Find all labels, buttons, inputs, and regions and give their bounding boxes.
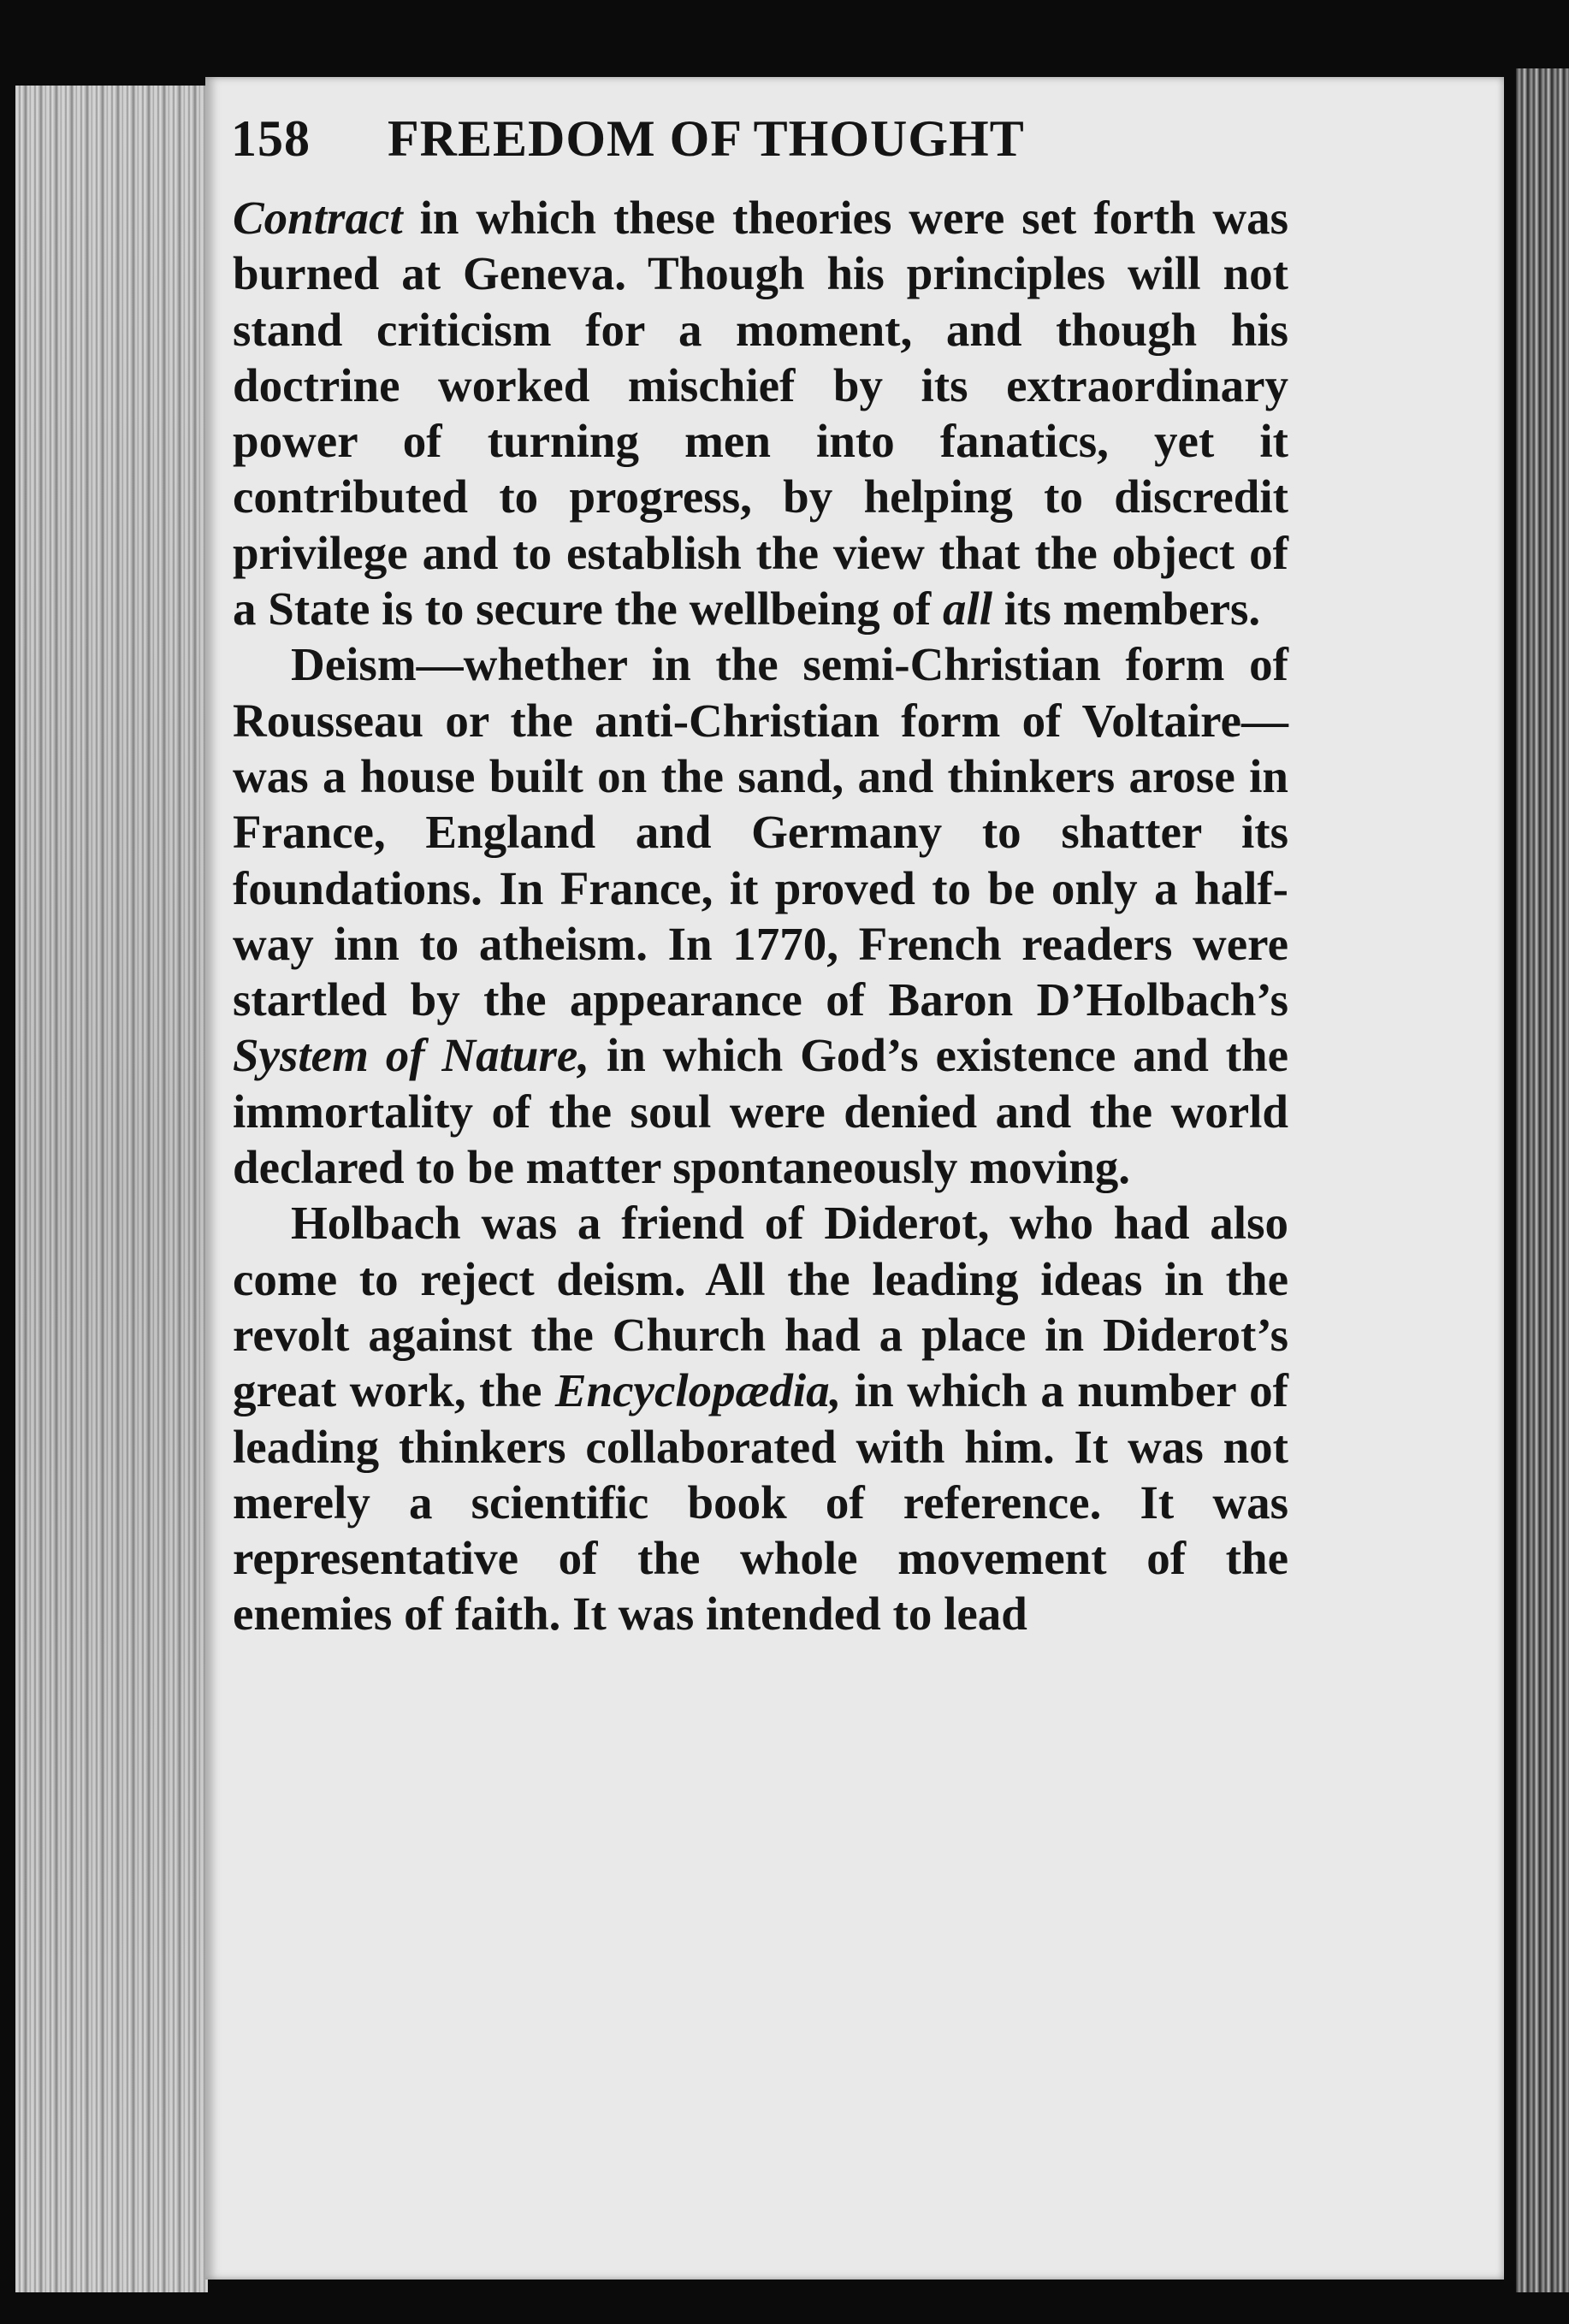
- text-run: Holbach was a friend of Diderot, who had also come to reject deism. All the leading ideas in the revolt against the Church had a place in Diderot’s great work, the: [233, 1197, 1288, 1417]
- italic-text-run: Encyclopædia,: [554, 1364, 842, 1417]
- text-run: in which these theories were set forth was burned at Geneva. Though his principles will not stand criticism for a moment, and though his doctrine worked mischief by its extraordinary power of turning men into fanatics, yet it contributed to progress, by helping to discredit privilege and to establish the view that the object of a State is to secure the wellbeing of: [233, 192, 1288, 636]
- running-head-title: FREEDOM OF THOUGHT: [388, 110, 1025, 167]
- italic-text-run: Contract: [233, 192, 403, 244]
- running-header: [231, 109, 1300, 169]
- book-page-edges: [15, 86, 208, 2292]
- italic-text-run: all: [942, 582, 993, 636]
- italic-text-run: System of Nature,: [233, 1029, 590, 1082]
- paragraph: [233, 190, 1288, 636]
- text-run: Deism—whether in the semi-Christian form of Rousseau or the anti-Christian form of Voltaire—was a house built on the sand, and thinkers arose in France, England and Germany to shatter its foundations. In France, it proved to be only a half-way inn to atheism. In 1770, French readers were startled by the appearance of Baron D’Holbach’s: [233, 638, 1288, 1026]
- text-run: its members.: [992, 582, 1261, 636]
- paragraph: [233, 636, 1288, 1195]
- page-number: 158: [231, 110, 311, 167]
- text-run: in which a number of leading thinkers collaborated with him. It was not merely a scientific book of reference. It was representative of the whole movement of the enemies of faith. It was intended to lead: [233, 1364, 1288, 1641]
- adjacent-page-edge: [1516, 68, 1569, 2292]
- text-run: in which God’s existence and the immortality of the soul were denied and the world declared to be matter spontaneously moving.: [233, 1029, 1288, 1194]
- paragraph: [233, 1195, 1288, 1641]
- body-text: [233, 190, 1288, 1642]
